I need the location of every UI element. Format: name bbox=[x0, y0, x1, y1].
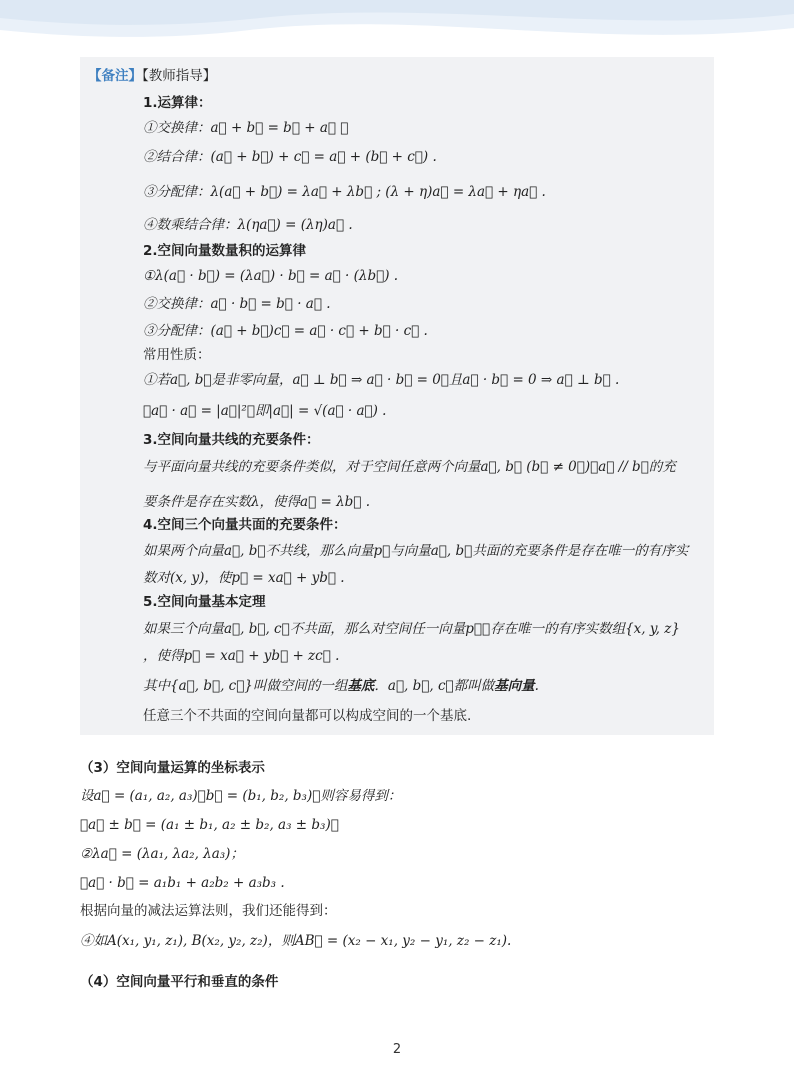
note-line: ③分配律：λ(a⃗ + b⃗) = λa⃗ + λb⃗ ; (λ + η)a⃗ = λa⃗ + ηa⃗ . bbox=[143, 184, 546, 200]
note-title: 【教师指导】 bbox=[142, 68, 217, 84]
basis-vector-text: ．a⃗, b⃗, c⃗都叫做 bbox=[374, 678, 495, 694]
section-3-line: ①a⃗ ± b⃗ = (a₁ ± b₁, a₂ ± b₂, a₃ ± b₃)； bbox=[80, 817, 339, 833]
note-heading-1: 1.运算律： bbox=[143, 95, 212, 111]
note-line: 任意三个不共面的空间向量都可以构成空间的一个基底. bbox=[143, 708, 472, 724]
section-3-line: ②λa⃗ = (λa₁, λa₂, λa₃)； bbox=[80, 846, 244, 862]
note-heading-2: 2.空间向量数量积的运算律 bbox=[143, 243, 307, 259]
note-line: ③分配律：(a⃗ + b⃗)c⃗ = a⃗ · c⃗ + b⃗ · c⃗ . bbox=[143, 323, 428, 339]
note-header bbox=[88, 66, 216, 86]
note-line: ②交换律：a⃗ · b⃗ = b⃗ · a⃗ . bbox=[143, 296, 331, 312]
section-3-heading: （3）空间向量运算的坐标表示 bbox=[80, 760, 265, 776]
section-3-line: 设a⃗ = (a₁, a₂, a₃)，b⃗ = (b₁, b₂, b₃)，则容易得到： bbox=[80, 788, 402, 804]
note-line: ①λ(a⃗ · b⃗) = (λa⃗) · b⃗ = a⃗ · (λb⃗) . bbox=[143, 268, 399, 284]
note-label: 【备注】 bbox=[88, 68, 142, 84]
note-line: ①交换律：a⃗ + b⃗ = b⃗ + a⃗ ； bbox=[143, 120, 349, 136]
note-line: ②a⃗ · a⃗ = |a⃗|²，即|a⃗| = √(a⃗ · a⃗) . bbox=[143, 403, 387, 419]
note-heading-5: 5.空间向量基本定理 bbox=[143, 594, 266, 610]
note-line: 与平面向量共线的充要条件类似，对于空间任意两个向量a⃗, b⃗ (b⃗ ≠ 0⃗)，a⃗ // b⃗的充 bbox=[143, 459, 676, 475]
note-line: ，使得p⃗ = xa⃗ + yb⃗ + zc⃗ . bbox=[143, 648, 340, 664]
note-line: ②结合律：(a⃗ + b⃗) + c⃗ = a⃗ + (b⃗ + c⃗) . bbox=[143, 149, 437, 165]
section-3-line: ③a⃗ · b⃗ = a₁b₁ + a₂b₂ + a₃b₃ . bbox=[80, 875, 285, 891]
note-line: 要条件是存在实数λ，使得a⃗ = λb⃗ . bbox=[143, 494, 370, 510]
note-line: ①若a⃗, b⃗是非零向量，a⃗ ⊥ b⃗ ⇒ a⃗ · b⃗ = 0，且a⃗ · b⃗ = 0 ⇒ a⃗ ⊥ b⃗ . bbox=[143, 372, 620, 388]
note-line bbox=[143, 676, 539, 696]
note-line: 如果两个向量a⃗, b⃗不共线，那么向量p⃗与向量a⃗, b⃗共面的充要条件是存在唯一的有序实 bbox=[143, 543, 689, 559]
note-line: 常用性质： bbox=[143, 347, 211, 363]
page-number: 2 bbox=[392, 1042, 402, 1057]
section-3-line: 根据向量的减法运算法则，我们还能得到： bbox=[80, 903, 337, 919]
note-line: ④数乘结合律：λ(ηa⃗) = (λη)a⃗ . bbox=[143, 217, 353, 233]
note-heading-4: 4.空间三个向量共面的充要条件： bbox=[143, 517, 347, 533]
period: . bbox=[534, 678, 539, 694]
basis-text: 其中{a⃗, b⃗, c⃗}叫做空间的一组 bbox=[143, 678, 348, 694]
basis-term: 基底 bbox=[347, 678, 375, 694]
note-line: 如果三个向量a⃗, b⃗, c⃗不共面，那么对空间任一向量p⃗，存在唯一的有序实数组{x, y, z} bbox=[143, 621, 680, 637]
note-line: 数对(x, y)，使p⃗ = xa⃗ + yb⃗ . bbox=[143, 570, 345, 586]
basis-vector-term: 基向量 bbox=[494, 678, 535, 694]
section-4-heading: （4）空间向量平行和垂直的条件 bbox=[80, 974, 279, 990]
section-3-line: ④如A(x₁, y₁, z₁), B(x₂, y₂, z₂)，则AB⃗ = (x₂ − x₁, y₂ − y₁, z₂ − z₁). bbox=[80, 933, 512, 949]
note-heading-3: 3.空间向量共线的充要条件： bbox=[143, 432, 320, 448]
header-wave-decoration bbox=[0, 0, 794, 60]
